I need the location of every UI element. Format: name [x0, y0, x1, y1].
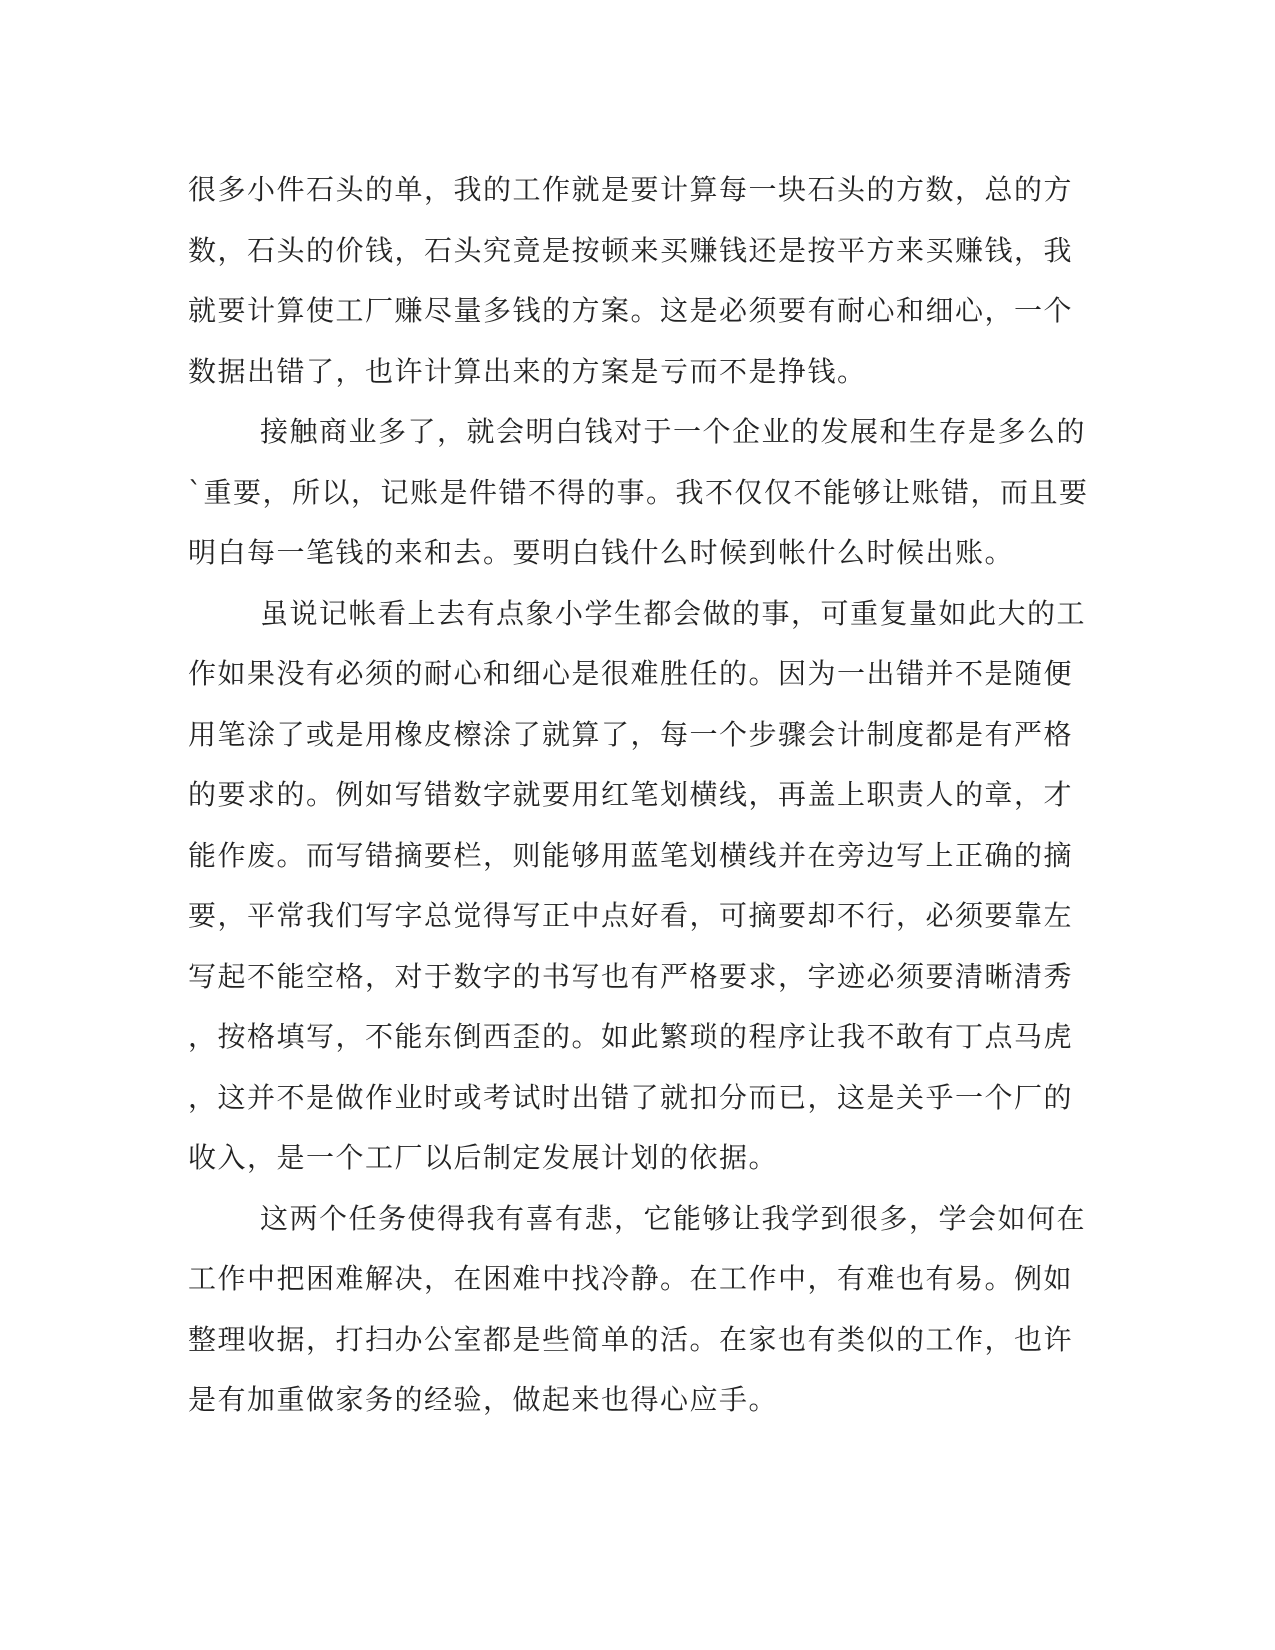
text-line: ，这并不是做作业时或考试时出错了就扣分而已，这是关乎一个厂的	[188, 1080, 1074, 1114]
text-line: 用笔涂了或是用橡皮檫涂了就算了，每一个步骤会计制度都是有严格	[188, 717, 1074, 751]
paragraph-first-line: 虽说记帐看上去有点象小学生都会做的事，可重复量如此大的工	[260, 596, 1087, 630]
text-line: 要，平常我们写字总觉得写正中点好看，可摘要却不行，必须要靠左	[188, 899, 1074, 932]
text-line: 数，石头的价钱，石头究竟是按顿来买赚钱还是按平方来买赚钱，我	[188, 233, 1074, 267]
text-line: 能作废。而写错摘要栏，则能够用蓝笔划横线并在旁边写上正确的摘	[188, 838, 1074, 872]
paragraph-first-line: 这两个任务使得我有喜有悲，它能够让我学到很多，学会如何在	[260, 1201, 1087, 1235]
text-line: 是有加重做家务的经验，做起来也得心应手。	[188, 1383, 779, 1416]
text-line: 就要计算使工厂赚尽量多钱的方案。这是必须要有耐心和细心，一个	[188, 294, 1074, 327]
text-line: 写起不能空格，对于数字的书写也有严格要求，字迹必须要清晰清秀	[188, 959, 1074, 993]
text-line: 的要求的。例如写错数字就要用红笔划横线，再盖上职责人的章，才	[188, 778, 1074, 811]
text-line: 作如果没有必须的耐心和细心是很难胜任的。因为一出错并不是随便	[188, 657, 1074, 690]
text-line: ，按格填写，不能东倒西歪的。如此繁琐的程序让我不敢有丁点马虎	[188, 1020, 1074, 1053]
text-line: 明白每一笔钱的来和去。要明白钱什么时候到帐什么时候出账。	[188, 536, 1015, 569]
text-line: 整理收据，打扫办公室都是些简单的活。在家也有类似的工作，也许	[188, 1322, 1074, 1356]
text-line: 工作中把困难解决，在困难中找冷静。在工作中，有难也有易。例如	[188, 1262, 1074, 1295]
text-line: 很多小件石头的单，我的工作就是要计算每一块石头的方数，总的方	[188, 173, 1074, 206]
text-line: 数据出错了，也许计算出来的方案是亏而不是挣钱。	[188, 354, 867, 388]
document-body	[188, 160, 1088, 1431]
paragraph-first-line: 接触商业多了，就会明白钱对于一个企业的发展和生存是多么的	[260, 415, 1087, 448]
text-line: 收入，是一个工厂以后制定发展计划的依据。	[188, 1141, 779, 1174]
text-line: `重要，所以，记账是件错不得的事。我不仅仅不能够让账错，而且要	[188, 475, 1089, 509]
